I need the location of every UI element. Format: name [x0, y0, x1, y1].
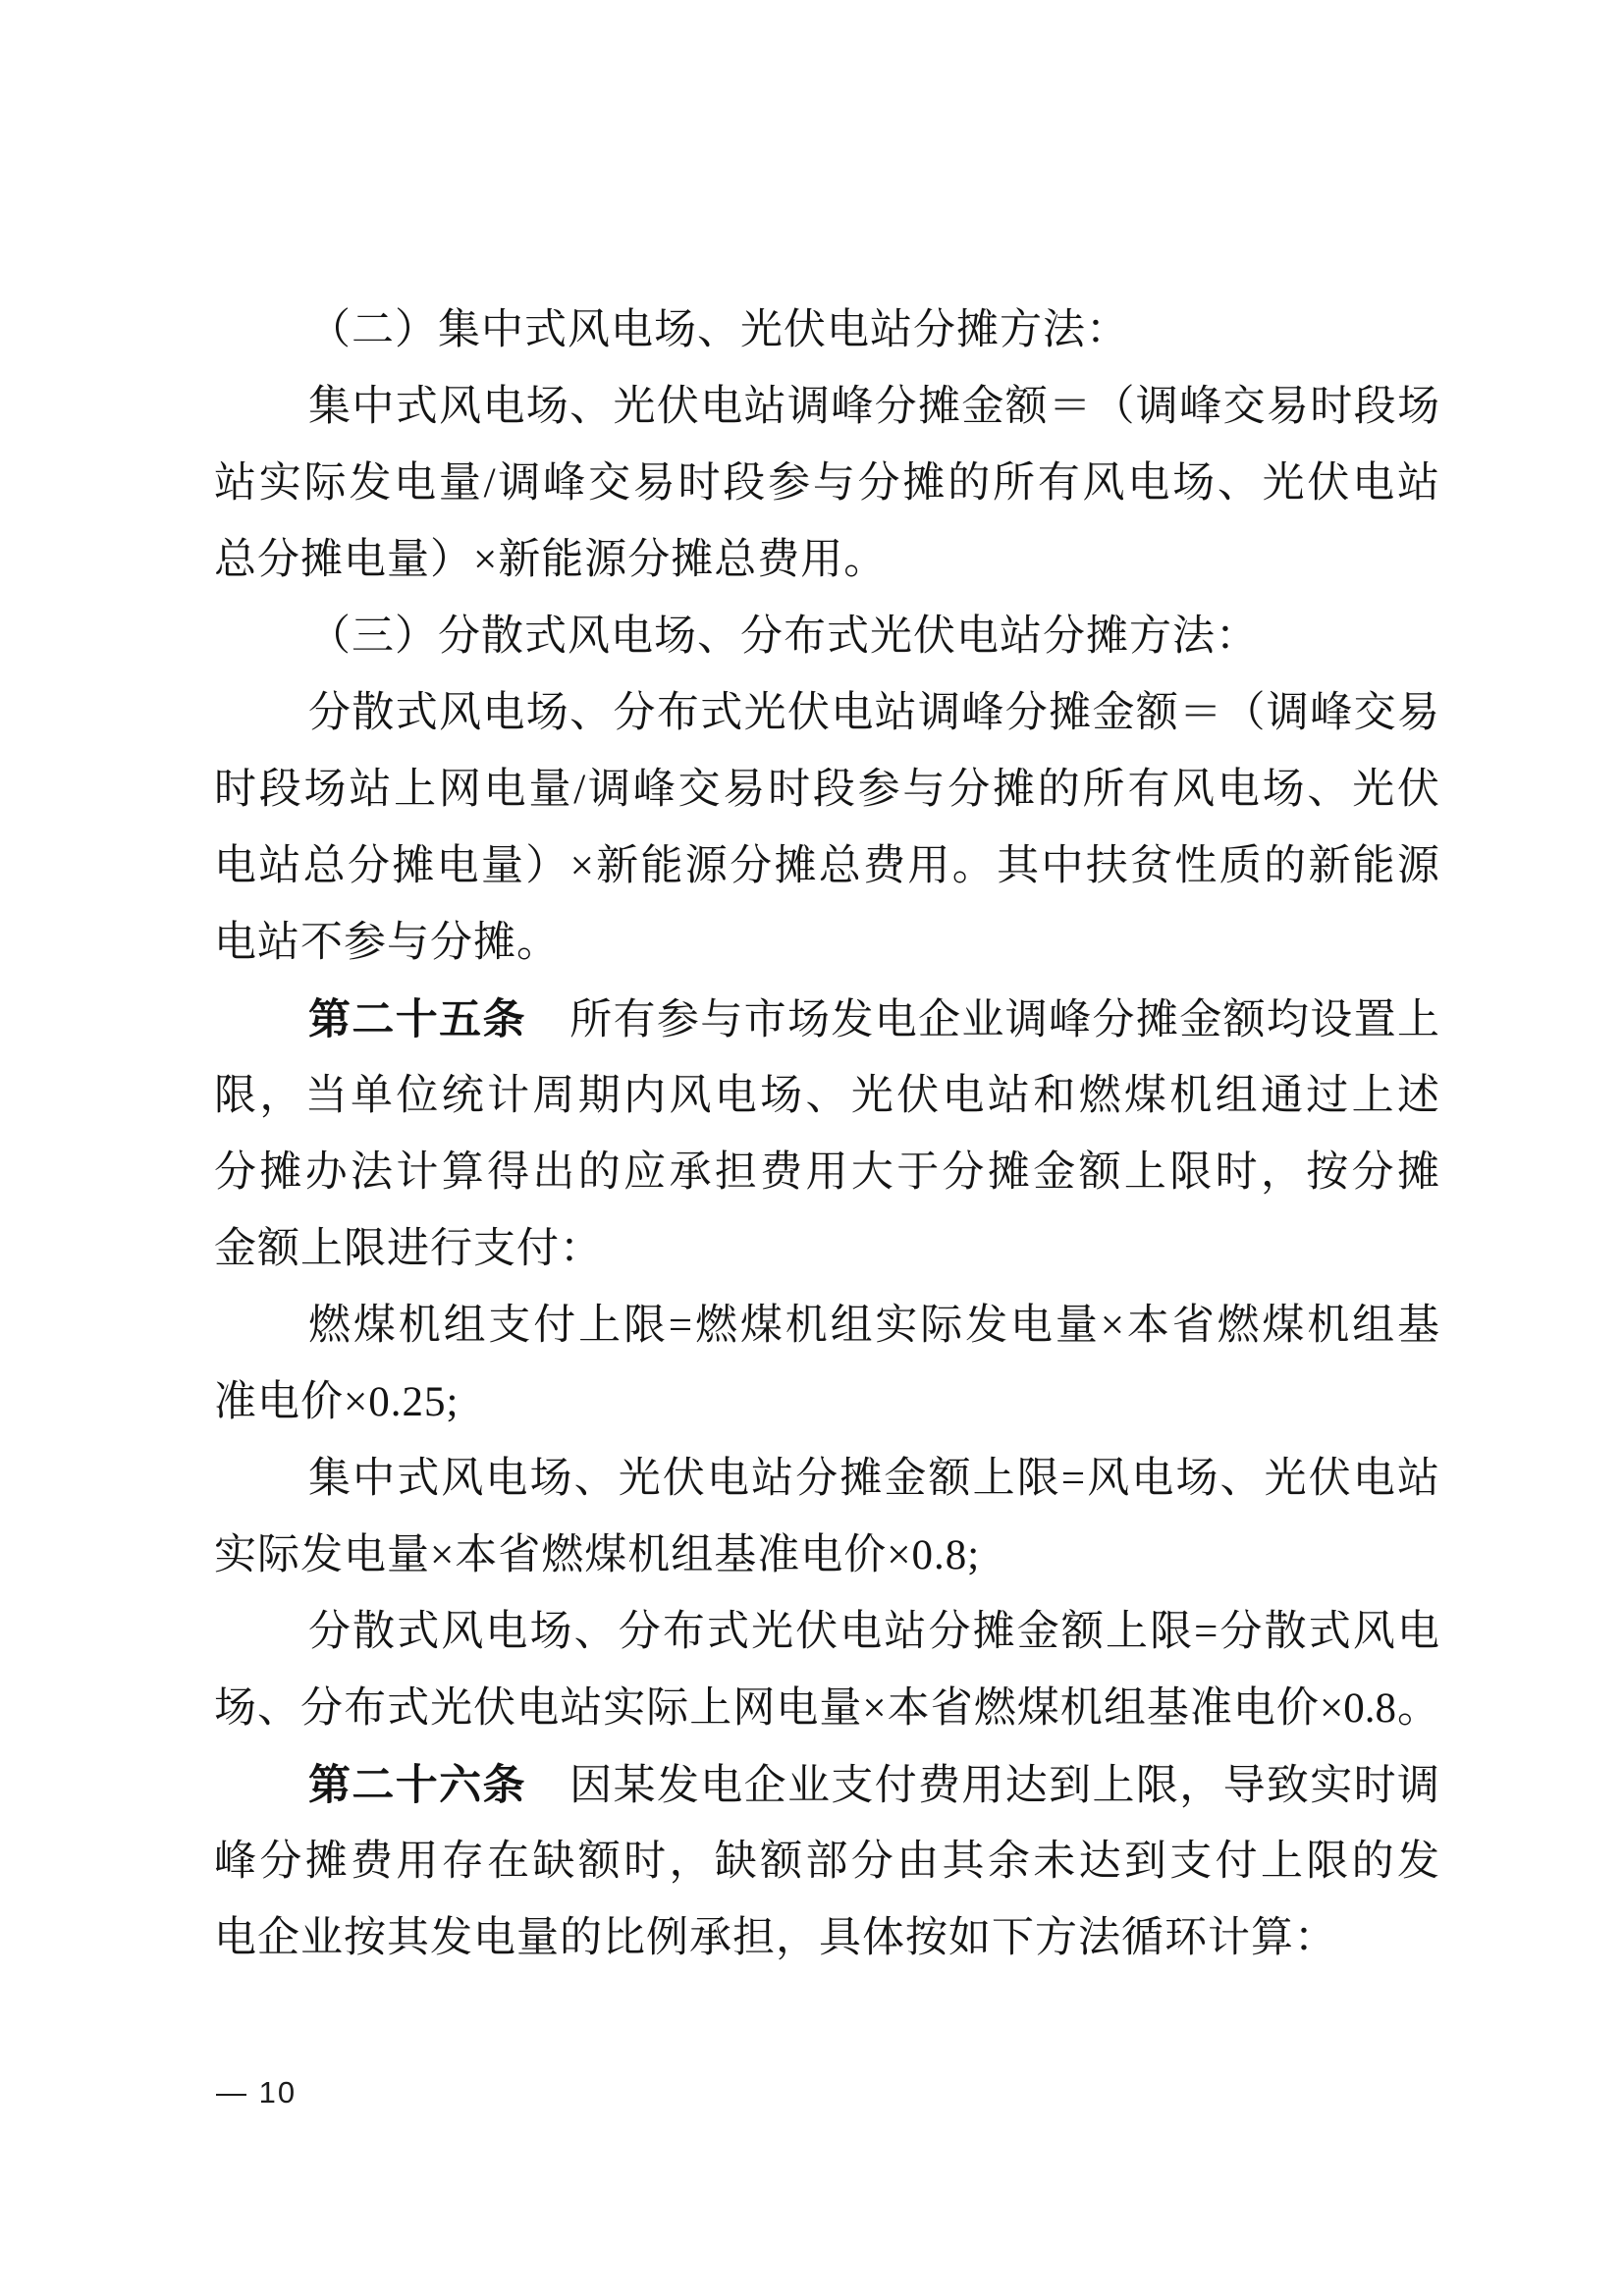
- text-line: 实际发电量×本省燃煤机组基准电价×0.8;: [214, 1532, 981, 1578]
- text-line: 站实际发电量/调峰交易时段参与分摊的所有风电场、光伏电站: [214, 460, 1439, 507]
- text-line: 电站不参与分摊。: [214, 920, 560, 966]
- text-line: 集中式风电场、光伏电站分摊金额上限=风电场、光伏电站: [308, 1456, 1439, 1502]
- text-line: 分散式风电场、分布式光伏电站分摊金额上限=分散式风电: [308, 1609, 1439, 1655]
- text-line: （三）分散式风电场、分布式光伏电站分摊方法：: [308, 614, 1259, 660]
- text-line: 第二十五条 所有参与市场发电企业调峰分摊金额均设置上: [308, 996, 1440, 1043]
- document-body: [214, 293, 1439, 1977]
- article-number: 第二十六条: [308, 1762, 526, 1809]
- text-line: 电站总分摊电量）×新能源分摊总费用。其中扶贫性质的新能源: [214, 843, 1439, 889]
- text-line: 第二十六条 因某发电企业支付费用达到上限，导致实时调: [308, 1762, 1440, 1809]
- text-line: 时段场站上网电量/调峰交易时段参与分摊的所有风电场、光伏: [214, 767, 1439, 813]
- text-line: 总分摊电量）×新能源分摊总费用。: [214, 537, 888, 583]
- text-line: 金额上限进行支付：: [214, 1226, 603, 1272]
- article-number: 第二十五条: [308, 996, 526, 1043]
- text-line: 准电价×0.25;: [214, 1379, 460, 1425]
- text-line: （二）集中式风电场、光伏电站分摊方法：: [308, 307, 1129, 353]
- text-line: 燃煤机组支付上限=燃煤机组实际发电量×本省燃煤机组基: [308, 1303, 1439, 1349]
- text-line: 分摊办法计算得出的应承担费用大于分摊金额上限时，按分摊: [214, 1149, 1439, 1196]
- text-line: 电企业按其发电量的比例承担，具体按如下方法循环计算：: [214, 1915, 1337, 1961]
- text-line: 分散式风电场、分布式光伏电站调峰分摊金额＝（调峰交易: [308, 690, 1439, 736]
- text-line: 峰分摊费用存在缺额时，缺额部分由其余未达到支付上限的发: [214, 1839, 1439, 1885]
- text-line: 集中式风电场、光伏电站调峰分摊金额＝（调峰交易时段场: [308, 384, 1439, 430]
- text-line: 场、分布式光伏电站实际上网电量×本省燃煤机组基准电价×0.8。: [214, 1685, 1439, 1732]
- text-line: 限，当单位统计周期内风电场、光伏电站和燃煤机组通过上述: [214, 1073, 1439, 1119]
- page-number: — 10: [216, 2075, 298, 2109]
